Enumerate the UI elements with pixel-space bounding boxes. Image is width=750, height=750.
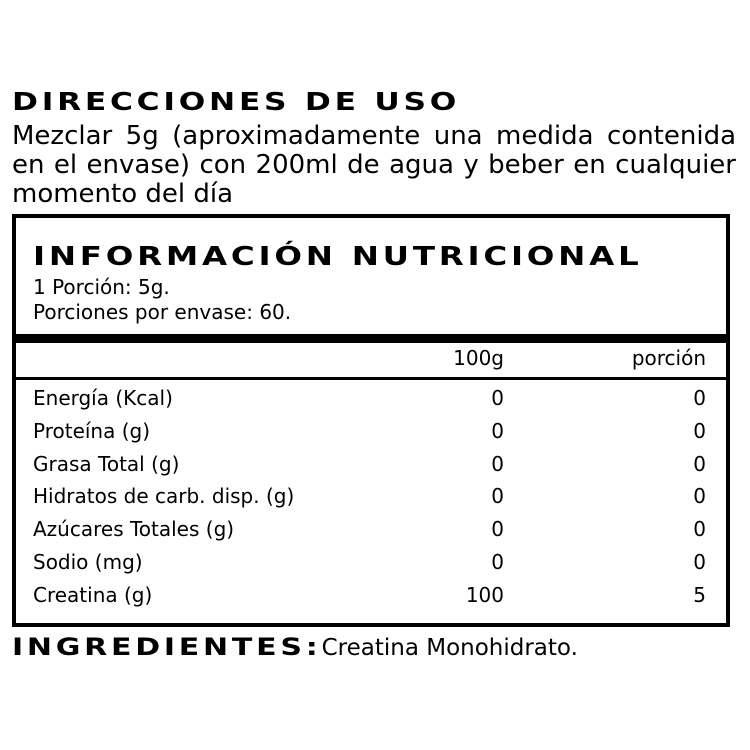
column-header-portion: porción (631, 346, 706, 370)
nutrient-name: Hidratos de carb. disp. (g) (33, 484, 295, 509)
nutrient-name: Creatina (g) (33, 582, 153, 607)
nutrient-row-carbohydrates (16, 482, 726, 515)
value-per-portion: 5 (693, 582, 706, 607)
nutrient-name: Azúcares Totales (g) (33, 517, 235, 542)
servings-per-container: Porciones por envase: 60. (33, 300, 292, 324)
nutrient-row-total-fat (16, 450, 726, 483)
value-per-portion: 0 (693, 418, 706, 443)
nutrient-row-creatine (16, 581, 726, 614)
header-divider (16, 334, 726, 343)
value-per-portion: 0 (693, 451, 706, 476)
column-divider (16, 377, 726, 380)
nutrient-row-energy (16, 384, 726, 417)
column-header-100g: 100g (453, 346, 504, 370)
value-per-portion: 0 (693, 549, 706, 574)
nutrition-title: INFORMACIÓN NUTRICIONAL (33, 242, 643, 272)
ingredients-line (12, 633, 742, 662)
value-per-100g: 0 (491, 386, 504, 410)
value-per-portion: 0 (693, 484, 706, 509)
serving-size: 1 Porción: 5g. (33, 275, 170, 299)
value-per-100g: 0 (491, 418, 504, 443)
ingredients-label: INGREDIENTES: (12, 633, 322, 661)
value-per-100g: 0 (491, 484, 504, 509)
nutrient-name: Energía (Kcal) (33, 386, 173, 410)
nutrient-rows (16, 384, 726, 614)
value-per-portion: 0 (693, 386, 706, 410)
value-per-100g: 0 (491, 451, 504, 476)
nutrition-header (16, 218, 726, 331)
nutrient-row-sodium (16, 548, 726, 581)
nutrient-row-sugars (16, 515, 726, 548)
column-header-row (16, 343, 726, 377)
ingredients-text: Creatina Monohidrato. (321, 635, 578, 661)
nutrient-name: Grasa Total (g) (33, 451, 180, 476)
value-per-portion: 0 (693, 517, 706, 542)
value-per-100g: 0 (491, 517, 504, 542)
nutrient-name: Sodio (mg) (33, 549, 143, 574)
directions-text: Mezclar 5g (aproximadamente una medida contenida en el envase) con 200ml de agua y beber en cualquier momento del día (12, 121, 736, 209)
nutrient-row-protein (16, 417, 726, 450)
nutrition-facts-panel (12, 214, 730, 627)
directions-title: DIRECCIONES DE USO (12, 87, 461, 116)
value-per-100g: 0 (491, 549, 504, 574)
nutrient-name: Proteína (g) (33, 418, 151, 443)
value-per-100g: 100 (465, 582, 504, 607)
